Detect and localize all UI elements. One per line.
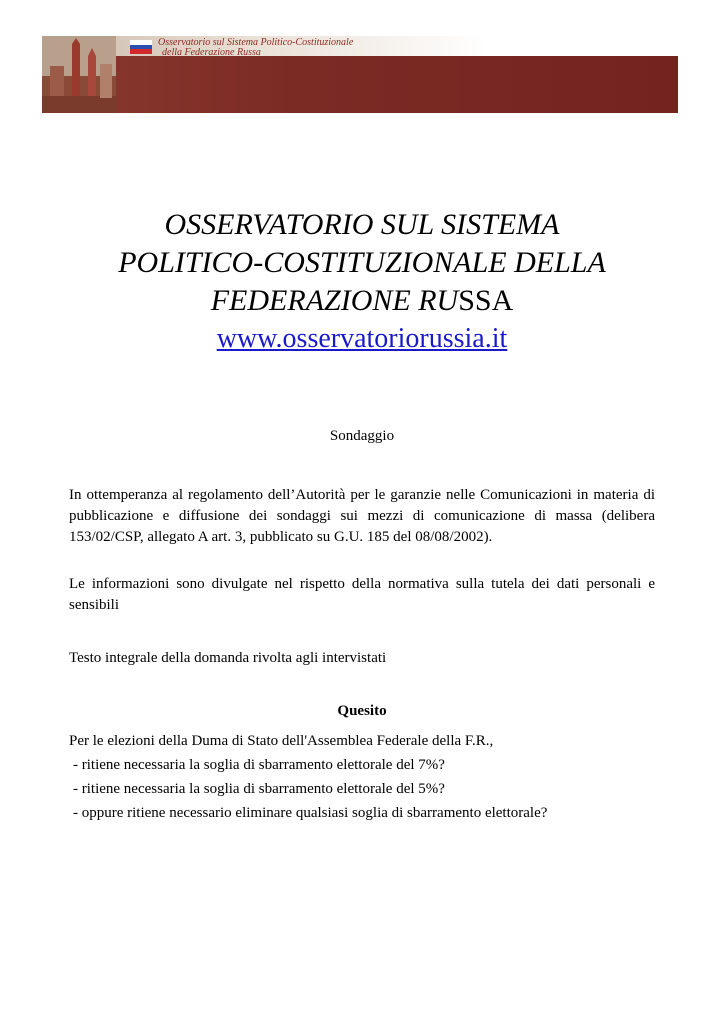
quesito-title: Quesito [337,703,387,719]
quesito-option: - oppure ritiene necessario eliminare qualsiasi soglia di sbarramento elettorale? [73,805,548,821]
banner-title [158,38,353,58]
quesito-intro: Per le elezioni della Duma di Stato dell'Assemblea Federale della F.R., [69,733,494,749]
heading-line3 [60,282,664,320]
website-link[interactable]: www.osservatoriorussia.it [216,323,508,354]
header-banner [42,36,678,113]
quesito-option: - ritiene necessaria la soglia di sbarramento elettorale del 5%? [73,781,445,797]
heading-line3-upright: SSA [458,284,514,317]
section-title: Sondaggio [329,428,395,444]
heading-line1: OSSERVATORIO SUL SISTEMA [164,208,560,241]
heading-line3-italic: FEDERAZIONE RU [210,284,459,317]
page-heading [60,206,664,358]
quesito-option: - ritiene necessaria la soglia di sbarramento elettorale del 7%? [73,757,445,773]
quesito-body [69,731,689,827]
heading-line2: POLITICO-COSTITUZIONALE DELLA [118,246,606,279]
paragraph-testo-integrale: Testo integrale della domanda rivolta agli intervistati [69,650,387,666]
paragraph-privacy: Le informazioni sono divulgate nel rispetto della normativa sulla tutela dei dati personali e sensibili [69,576,655,613]
banner-title-line1: Osservatorio sul Sistema Politico-Costituzionale [158,37,354,48]
banner-title-line2: della Federazione Russa [162,47,261,58]
kremlin-photo-icon [42,36,116,113]
russian-flag-icon [130,40,152,54]
paragraph-regolamento: In ottemperanza al regolamento dell’Autorità per le garanzie nelle Comunicazioni in materia di pubblicazione e diffusione dei sondaggi sui mezzi di comunicazione di massa (delibera 153/02/CSP, allegato A art. 3, pubblicato su G.U. 185 del 08/08/2002). [69,487,655,545]
